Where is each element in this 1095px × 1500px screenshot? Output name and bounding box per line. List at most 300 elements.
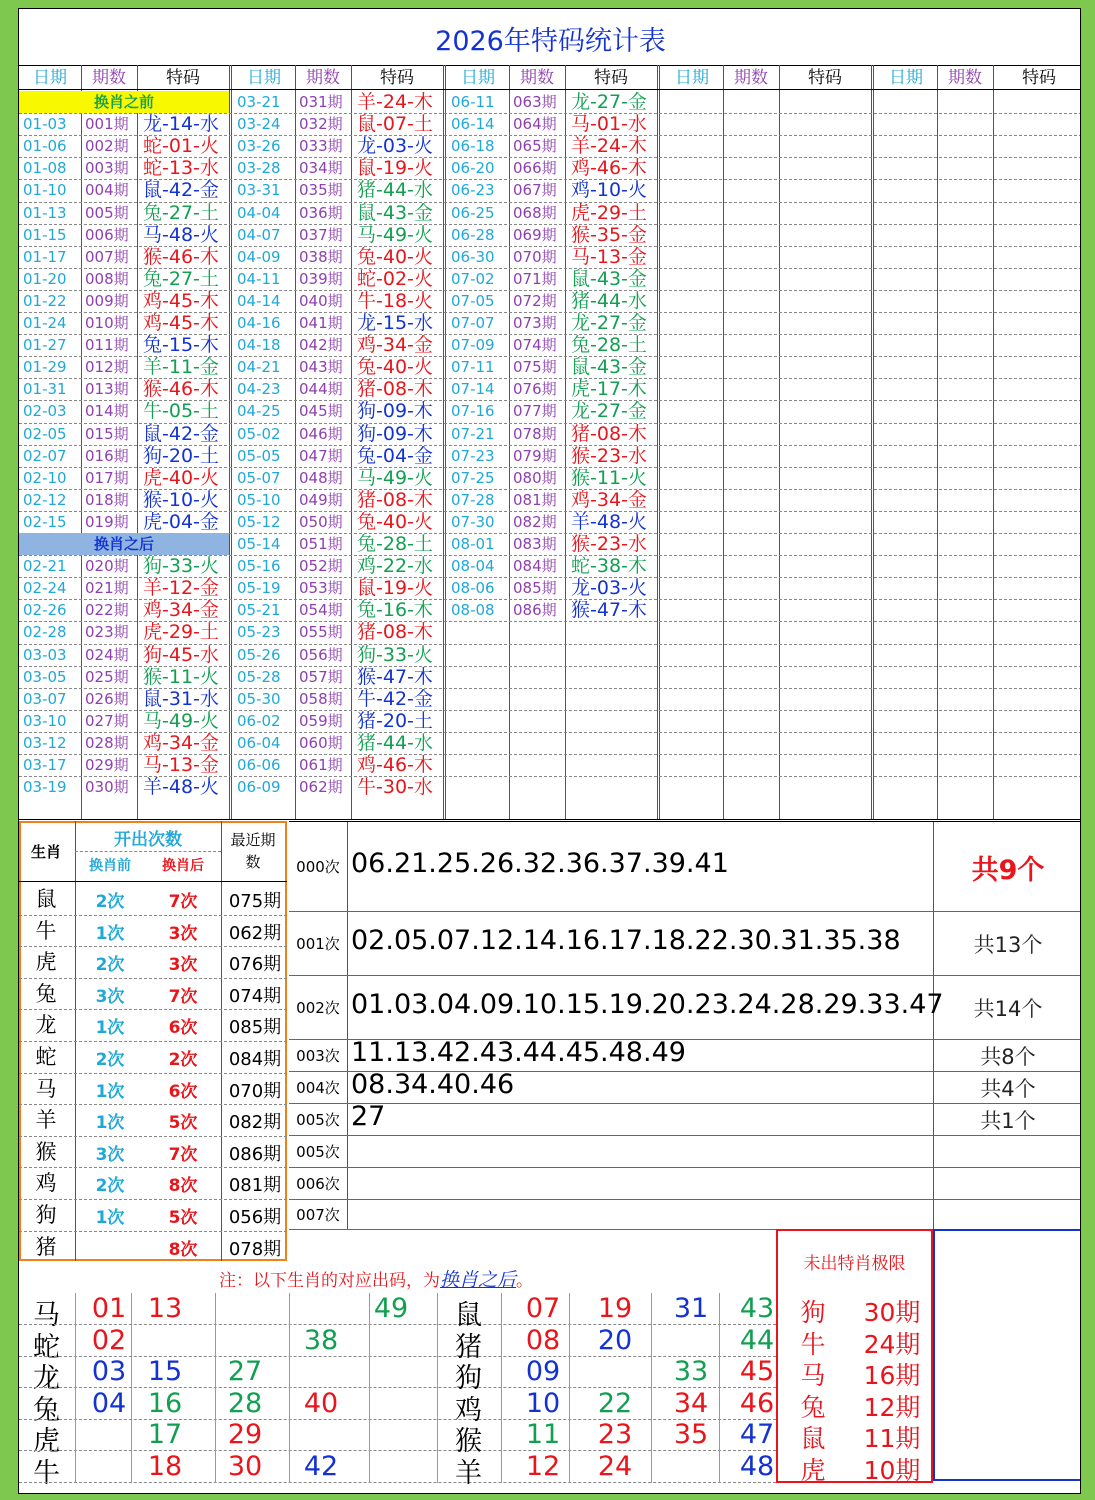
after-count: 5次 <box>168 1113 198 1134</box>
zod-row-line <box>19 1231 287 1232</box>
record-date: 06-04 <box>237 733 281 752</box>
record-period: 014期 <box>85 402 129 421</box>
record-date: 05-23 <box>237 623 281 642</box>
record-date: 03-19 <box>23 778 67 797</box>
note-prefix: 注：以下生肖的对应出码，为 <box>219 1271 440 1291</box>
zodiac-header: 生肖 <box>30 843 61 861</box>
zodiac-name: 马 <box>33 1300 60 1331</box>
before-count: 2次 <box>95 1176 125 1197</box>
record-date: 02-07 <box>23 446 67 465</box>
record-date: 08-04 <box>451 557 495 576</box>
count-label: 007次 <box>296 1206 340 1224</box>
record-date: 01-15 <box>23 225 67 244</box>
record-period: 036期 <box>299 203 343 222</box>
record-date: 03-17 <box>23 756 67 774</box>
record-period: 080期 <box>513 468 557 487</box>
mapping-number: 08 <box>525 1324 561 1356</box>
count-total: 共8个 <box>980 1045 1036 1069</box>
header-period: 期数 <box>92 68 126 88</box>
record-code: 兔-27-土 <box>143 267 219 290</box>
count-label: 006次 <box>296 1175 340 1193</box>
mapping-col-line <box>719 1293 720 1483</box>
record-code: 虎-29-土 <box>143 621 219 644</box>
header-period: 期数 <box>948 68 982 88</box>
header-date: 日期 <box>675 68 709 88</box>
record-date: 04-23 <box>237 380 281 399</box>
record-code: 鼠-43-金 <box>357 201 433 224</box>
record-period: 067期 <box>513 181 557 200</box>
record-date: 04-16 <box>237 314 281 332</box>
record-code: 马-48-火 <box>143 223 219 246</box>
record-code: 猪-08-木 <box>357 621 433 644</box>
record-date: 04-09 <box>237 247 281 266</box>
header-code: 特码 <box>1022 68 1056 88</box>
record-date: 04-07 <box>237 225 281 244</box>
count-label: 002次 <box>296 999 340 1017</box>
record-code: 猪-44-水 <box>357 179 433 202</box>
record-date: 04-18 <box>237 336 281 355</box>
record-period: 004期 <box>85 181 129 200</box>
zodiac-name: 鸡 <box>35 1171 57 1196</box>
record-period: 086期 <box>513 601 557 620</box>
limit-value: 12期 <box>863 1392 921 1422</box>
record-date: 01-13 <box>23 203 67 222</box>
mapping-col-line <box>131 1293 132 1483</box>
record-code: 猴-23-水 <box>571 444 647 467</box>
record-date: 06-20 <box>451 159 495 178</box>
record-code: 鸡-34-金 <box>357 334 433 357</box>
before-count: 1次 <box>95 1208 125 1228</box>
record-date: 07-25 <box>451 468 495 487</box>
record-code: 猪-44-水 <box>357 731 433 754</box>
mapping-row-line <box>19 1482 776 1483</box>
zod-head-line <box>75 851 221 852</box>
record-period: 009期 <box>85 291 129 310</box>
block-divider <box>871 65 874 819</box>
recent-period: 070期 <box>228 1080 282 1102</box>
header-period: 期数 <box>520 68 554 88</box>
record-date: 04-21 <box>237 358 281 377</box>
record-period: 046期 <box>299 424 343 443</box>
mapping-number: 19 <box>597 1293 633 1324</box>
zodiac-name: 羊 <box>35 1108 57 1133</box>
record-code: 虎-29-土 <box>571 201 647 224</box>
record-code: 马-49-火 <box>143 709 219 732</box>
record-date: 07-21 <box>451 424 495 443</box>
col-line <box>509 65 510 819</box>
record-code: 兔-04-金 <box>357 444 433 467</box>
recent-period: 082期 <box>228 1112 282 1134</box>
zodiac-name: 马 <box>35 1076 57 1101</box>
recent-period: 075期 <box>228 891 282 912</box>
record-period: 047期 <box>299 446 343 465</box>
zod-row-line <box>19 1041 287 1042</box>
mapping-number: 03 <box>91 1356 127 1388</box>
col-line <box>779 65 780 819</box>
record-date: 01-08 <box>23 159 67 178</box>
record-date: 05-30 <box>237 689 281 708</box>
mapping-number: 09 <box>525 1356 561 1388</box>
record-period: 019期 <box>85 512 129 531</box>
record-code: 鸡-46-木 <box>571 157 647 180</box>
record-period: 043期 <box>299 358 343 377</box>
zodiac-name: 兔 <box>33 1394 60 1426</box>
before-count: 1次 <box>95 1081 125 1102</box>
col-line <box>351 65 352 819</box>
record-period: 062期 <box>299 778 343 797</box>
record-period: 021期 <box>85 579 129 598</box>
record-code: 鸡-34-金 <box>143 599 219 622</box>
record-code: 狗-45-水 <box>143 643 219 666</box>
record-code: 蛇-01-火 <box>143 135 219 158</box>
mapping-row-line <box>19 1450 776 1451</box>
record-date: 06-30 <box>451 247 495 266</box>
record-date: 03-31 <box>237 181 281 200</box>
record-period: 049期 <box>299 490 343 509</box>
record-code: 虎-40-火 <box>143 466 219 489</box>
after-count: 7次 <box>168 986 198 1007</box>
record-code: 蛇-38-木 <box>571 555 647 578</box>
mapping-number: 16 <box>147 1387 183 1419</box>
record-period: 008期 <box>85 269 129 288</box>
record-date: 05-28 <box>237 667 281 686</box>
record-date: 07-02 <box>451 269 495 288</box>
record-date: 05-05 <box>237 446 281 465</box>
record-date: 02-21 <box>23 557 67 576</box>
zodiac-name: 狗 <box>35 1203 57 1227</box>
limit-value: 11期 <box>863 1424 921 1454</box>
mapping-col-line <box>289 1293 290 1483</box>
mapping-number: 30 <box>227 1451 263 1482</box>
record-period: 024期 <box>85 645 129 664</box>
record-code: 牛-42-金 <box>357 687 433 710</box>
header-date: 日期 <box>33 68 67 88</box>
mapping-number: 04 <box>91 1387 127 1419</box>
record-date: 02-15 <box>23 512 67 531</box>
record-period: 011期 <box>85 336 129 355</box>
limit-zodiac: 鼠 <box>800 1424 826 1454</box>
limit-zodiac: 狗 <box>800 1298 826 1327</box>
record-date: 03-07 <box>23 689 67 708</box>
mapping-col-line <box>437 1293 438 1483</box>
record-period: 005期 <box>85 203 129 222</box>
note-link[interactable]: 换肖之后 <box>440 1269 517 1291</box>
record-code: 鸡-45-木 <box>143 289 219 312</box>
after-count: 8次 <box>168 1239 198 1260</box>
header-code: 特码 <box>380 68 414 88</box>
record-period: 035期 <box>299 181 343 200</box>
record-date: 02-24 <box>23 579 67 598</box>
after-count: 6次 <box>168 1018 198 1039</box>
record-period: 073期 <box>513 314 557 332</box>
record-date: 01-24 <box>23 314 67 332</box>
zod-row-line <box>19 1136 287 1137</box>
record-period: 006期 <box>85 225 129 244</box>
count-total: 共1个 <box>980 1109 1036 1133</box>
header-date: 日期 <box>461 68 495 88</box>
record-date: 04-14 <box>237 291 281 310</box>
record-date: 06-11 <box>451 93 495 111</box>
record-code: 兔-27-土 <box>143 201 219 224</box>
mapping-number: 10 <box>525 1387 561 1419</box>
record-code: 羊-48-火 <box>143 776 219 799</box>
mapping-number: 31 <box>673 1293 709 1324</box>
count-total: 共9个 <box>971 855 1045 886</box>
record-period: 033期 <box>299 137 343 156</box>
header-period: 期数 <box>306 68 340 88</box>
record-date: 06-06 <box>237 756 281 774</box>
record-date: 03-21 <box>237 93 281 111</box>
blue-empty-box <box>933 1229 1081 1481</box>
record-period: 010期 <box>85 314 129 332</box>
zod-row-line <box>19 1167 287 1168</box>
col-line <box>993 65 994 819</box>
record-date: 03-24 <box>237 115 281 134</box>
count-numbers: 02.05.07.12.14.16.17.18.22.30.31.35.38 <box>351 925 901 956</box>
record-code: 蛇-02-火 <box>357 267 433 290</box>
col-line <box>565 65 566 819</box>
mapping-col-line <box>501 1293 502 1483</box>
before-count: 3次 <box>95 986 125 1007</box>
record-code: 兔-40-火 <box>357 356 433 379</box>
record-date: 02-12 <box>23 490 67 509</box>
mapping-number: 12 <box>525 1451 561 1482</box>
record-period: 039期 <box>299 269 343 288</box>
record-date: 07-14 <box>451 380 495 399</box>
record-code: 猴-46-木 <box>143 245 219 268</box>
record-code: 鸡-46-木 <box>357 754 433 776</box>
recent-period: 085期 <box>228 1017 282 1039</box>
col-line <box>723 65 724 819</box>
record-period: 026期 <box>85 689 129 708</box>
record-code: 羊-12-金 <box>143 577 219 600</box>
note-suffix: 。 <box>516 1271 534 1291</box>
record-period: 056期 <box>299 645 343 664</box>
record-date: 05-16 <box>237 557 281 576</box>
count-label: 005次 <box>296 1143 340 1161</box>
page-title: 2026年特码统计表 <box>435 26 666 57</box>
record-period: 054期 <box>299 601 343 620</box>
record-code: 马-49-火 <box>357 466 433 489</box>
statistics-sheet <box>18 8 1081 1494</box>
record-period: 055期 <box>299 623 343 642</box>
record-period: 071期 <box>513 269 557 288</box>
zod-row-line <box>19 978 287 979</box>
record-date: 05-12 <box>237 512 281 531</box>
after-count: 7次 <box>168 1144 198 1165</box>
record-period: 084期 <box>513 557 557 576</box>
record-code: 羊-24-木 <box>357 91 433 113</box>
mapping-number: 46 <box>739 1387 775 1419</box>
count-row-line <box>289 1199 1081 1200</box>
record-period: 001期 <box>85 115 129 134</box>
after-count: 3次 <box>168 923 198 944</box>
record-period: 048期 <box>299 468 343 487</box>
before-count: 2次 <box>95 955 125 976</box>
record-period: 068期 <box>513 203 557 222</box>
record-code: 兔-15-木 <box>143 334 219 357</box>
record-period: 069期 <box>513 225 557 244</box>
mapping-number: 29 <box>227 1419 263 1451</box>
record-code: 虎-17-木 <box>571 378 647 401</box>
record-date: 01-10 <box>23 181 67 200</box>
zodiac-name: 虎 <box>35 950 57 975</box>
zod-row-line <box>19 1199 287 1200</box>
recent-period: 056期 <box>228 1207 282 1228</box>
limit-zodiac: 牛 <box>800 1329 826 1359</box>
record-code: 马-49-火 <box>357 223 433 246</box>
record-code: 狗-33-火 <box>357 643 433 666</box>
zodiac-name: 龙 <box>33 1363 60 1395</box>
record-period: 038期 <box>299 247 343 266</box>
zodiac-name: 鼠 <box>35 887 57 911</box>
record-code: 鸡-22-水 <box>357 555 433 578</box>
record-date: 01-03 <box>23 115 67 134</box>
record-code: 鼠-42-金 <box>143 422 219 445</box>
before-swap-label: 换肖之前 <box>19 91 229 113</box>
mapping-number: 48 <box>739 1451 775 1482</box>
record-date: 07-07 <box>451 314 495 332</box>
record-date: 01-06 <box>23 137 67 156</box>
record-period: 042期 <box>299 336 343 355</box>
record-date: 06-18 <box>451 137 495 156</box>
record-code: 猪-44-水 <box>571 289 647 312</box>
mapping-number: 44 <box>739 1324 775 1356</box>
record-code: 牛-05-土 <box>143 400 219 423</box>
record-date: 06-25 <box>451 203 495 222</box>
recent-period: 074期 <box>228 985 282 1007</box>
after-count: 6次 <box>168 1081 198 1102</box>
limit-zodiac: 马 <box>800 1361 826 1391</box>
record-date: 01-27 <box>23 336 67 355</box>
zod-row-line <box>19 1104 287 1105</box>
mapping-number: 38 <box>303 1324 339 1356</box>
zodiac-name: 猴 <box>35 1139 57 1164</box>
record-code: 狗-20-土 <box>143 444 219 467</box>
before-count: 3次 <box>95 1144 125 1165</box>
record-code: 鸡-45-木 <box>143 312 219 334</box>
record-date: 03-28 <box>237 159 281 178</box>
count-label: 000次 <box>296 858 340 876</box>
count-row-line <box>289 975 1081 976</box>
record-code: 鸡-34-金 <box>571 488 647 511</box>
limit-zodiac: 虎 <box>800 1456 826 1485</box>
record-period: 077期 <box>513 402 557 421</box>
record-period: 061期 <box>299 756 343 774</box>
before-header: 换肖前 <box>89 858 131 874</box>
record-code: 猴-23-水 <box>571 533 647 555</box>
record-date: 06-14 <box>451 115 495 134</box>
record-code: 鼠-19-火 <box>357 157 433 180</box>
before-count: 1次 <box>95 1018 125 1039</box>
record-date: 03-12 <box>23 733 67 752</box>
record-date: 08-01 <box>451 535 495 553</box>
count-total: 共13个 <box>973 933 1043 957</box>
zod-row-line <box>19 1009 287 1010</box>
limit-value: 10期 <box>863 1456 921 1485</box>
record-code: 牛-30-水 <box>357 776 433 799</box>
record-period: 007期 <box>85 247 129 266</box>
mapping-number: 40 <box>303 1387 339 1419</box>
after-count: 8次 <box>168 1176 198 1197</box>
record-code: 龙-15-水 <box>357 312 433 334</box>
record-period: 023期 <box>85 623 129 642</box>
note-text <box>219 1265 779 1292</box>
mapping-col-line <box>651 1293 652 1483</box>
record-code: 蛇-13-水 <box>143 157 219 180</box>
record-period: 044期 <box>299 380 343 399</box>
count-total: 共14个 <box>973 997 1043 1021</box>
count-top-line <box>289 821 1081 822</box>
record-period: 072期 <box>513 291 557 310</box>
mapping-number: 49 <box>373 1293 409 1324</box>
record-code: 猴-10-火 <box>143 488 219 511</box>
record-code: 鼠-31-水 <box>143 687 219 710</box>
record-date: 07-30 <box>451 512 495 531</box>
limit-title: 未出特肖极限 <box>803 1254 906 1274</box>
zodiac-name: 猪 <box>35 1234 57 1259</box>
record-date: 01-29 <box>23 358 67 377</box>
limit-value: 30期 <box>863 1298 921 1327</box>
record-code: 兔-28-土 <box>571 334 647 357</box>
record-period: 078期 <box>513 424 557 443</box>
zod-row-line <box>19 946 287 947</box>
col-line <box>137 65 138 819</box>
record-date: 08-06 <box>451 579 495 598</box>
record-date: 05-14 <box>237 535 281 553</box>
record-code: 猴-46-木 <box>143 378 219 401</box>
zod-row-line <box>19 915 287 916</box>
count-row-line <box>289 911 1081 912</box>
mapping-number: 17 <box>147 1419 183 1451</box>
record-period: 022期 <box>85 601 129 620</box>
zodiac-name: 狗 <box>455 1363 482 1395</box>
record-date: 04-11 <box>237 269 281 288</box>
record-period: 076期 <box>513 380 557 399</box>
count-numbers: 01.03.04.09.10.15.19.20.23.24.28.29.33.47 <box>351 989 944 1020</box>
header-code: 特码 <box>594 68 628 88</box>
record-code: 猴-47-木 <box>571 599 647 622</box>
zodiac-name: 兔 <box>35 981 57 1006</box>
recent-period: 086期 <box>228 1143 282 1165</box>
record-code: 羊-48-火 <box>571 510 647 533</box>
header-code: 特码 <box>808 68 842 88</box>
count-numbers: 11.13.42.43.44.45.48.49 <box>351 1037 686 1068</box>
mapping-number: 18 <box>147 1451 183 1482</box>
zodiac-name: 蛇 <box>33 1331 60 1363</box>
record-period: 028期 <box>85 733 129 752</box>
recent-period: 084期 <box>228 1049 282 1070</box>
record-period: 030期 <box>85 778 129 797</box>
zod-head-bottom <box>19 881 287 882</box>
count-numbers: 08.34.40.46 <box>351 1069 515 1100</box>
record-period: 015期 <box>85 424 129 443</box>
header-date: 日期 <box>247 68 281 88</box>
zodiac-name: 虎 <box>33 1426 60 1458</box>
record-code: 兔-28-土 <box>357 533 433 555</box>
header-date: 日期 <box>889 68 923 88</box>
mapping-number: 24 <box>597 1451 633 1482</box>
count-numbers: 27 <box>351 1101 386 1132</box>
zodiac-name: 龙 <box>35 1013 57 1038</box>
grid-bottom-line <box>19 819 1081 820</box>
record-code: 牛-18-火 <box>357 289 433 312</box>
recent-header: 最近期数 <box>230 831 276 871</box>
record-date: 07-05 <box>451 291 495 310</box>
record-date: 05-19 <box>237 579 281 598</box>
count-header: 开出次数 <box>114 830 182 850</box>
record-code: 猪-08-木 <box>357 378 433 401</box>
